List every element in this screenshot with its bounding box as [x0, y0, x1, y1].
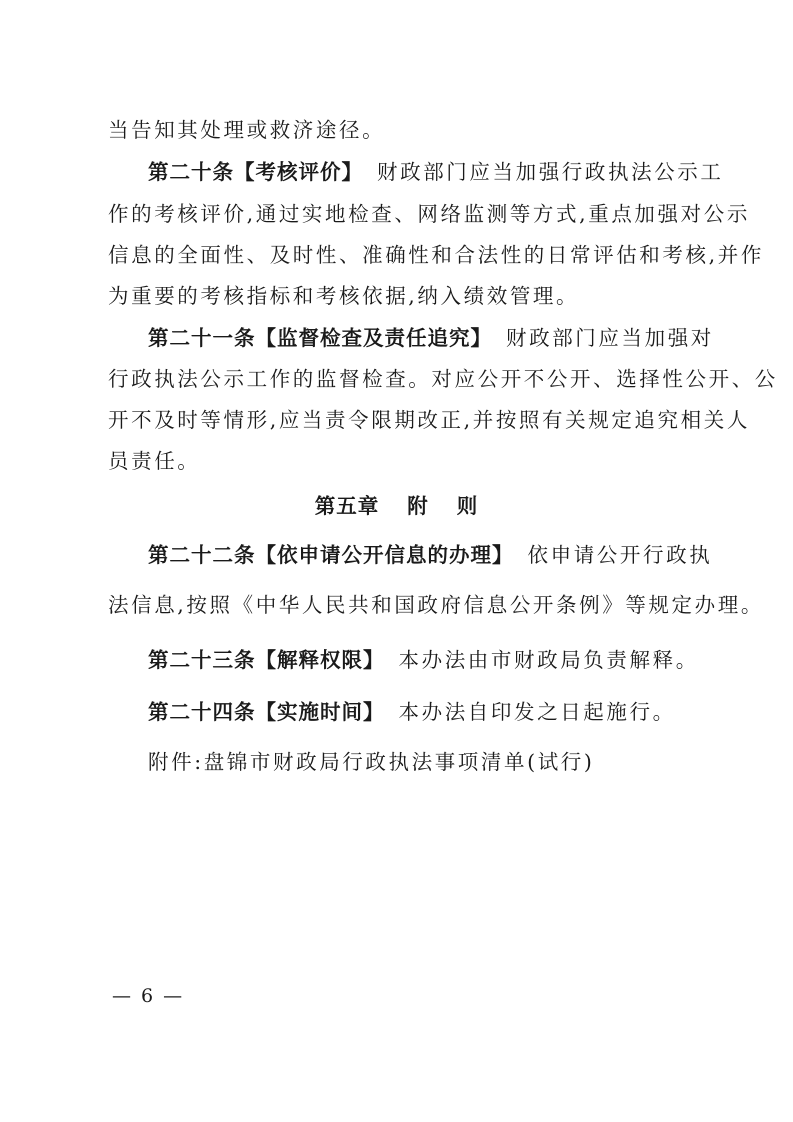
paragraph-line: 作的考核评价,通过实地检查、网络监测等方式,重点加强对公示 — [108, 202, 750, 226]
article-text: 财政部门应当加强行政执法公示工 — [377, 160, 724, 184]
article-heading: 第二十条【考核评价】 — [148, 160, 363, 184]
article-heading: 第二十三条【解释权限】 — [148, 648, 385, 672]
attachment-note: 附件:盘锦市财政局行政执法事项清单(试行) — [148, 750, 595, 774]
paragraph-line: 为重要的考核指标和考核依据,纳入绩效管理。 — [108, 284, 580, 308]
paragraph-line: 开不及时等情形,应当责令限期改正,并按照有关规定追究相关人 — [108, 408, 750, 432]
article-23 — [148, 646, 699, 674]
article-text: 本办法由市财政局负责解释。 — [398, 648, 699, 672]
paragraph-line: 行政执法公示工作的监督检查。对应公开不公开、选择性公开、公 — [108, 367, 778, 391]
paragraph-line: 信息的全面性、及时性、准确性和合法性的日常评估和考核,并作 — [108, 243, 764, 267]
article-heading: 第二十二条【依申请公开信息的办理】 — [148, 543, 514, 567]
article-heading: 第二十四条【实施时间】 — [148, 700, 385, 724]
chapter-name-part: 则 — [456, 494, 479, 518]
page-number: — 6 — — [112, 985, 185, 1007]
article-text: 财政部门应当加强对 — [506, 326, 714, 350]
chapter-name-part: 附 — [407, 494, 429, 518]
article-text: 依申请公开行政执 — [527, 543, 713, 567]
article-heading: 第二十一条【监督检查及责任追究】 — [148, 326, 492, 350]
paragraph-line: 当告知其处理或救济途径。 — [108, 118, 386, 142]
chapter-title — [0, 492, 793, 520]
paragraph-line: 员责任。 — [108, 449, 201, 473]
article-20 — [148, 158, 724, 186]
article-text: 本办法自印发之日起施行。 — [398, 700, 676, 724]
chapter-number: 第五章 — [314, 494, 380, 518]
paragraph-line: 法信息,按照《中华人民共和国政府信息公开条例》等规定办理。 — [108, 593, 764, 617]
article-22 — [148, 541, 713, 569]
article-24 — [148, 698, 694, 726]
article-21 — [148, 324, 714, 352]
